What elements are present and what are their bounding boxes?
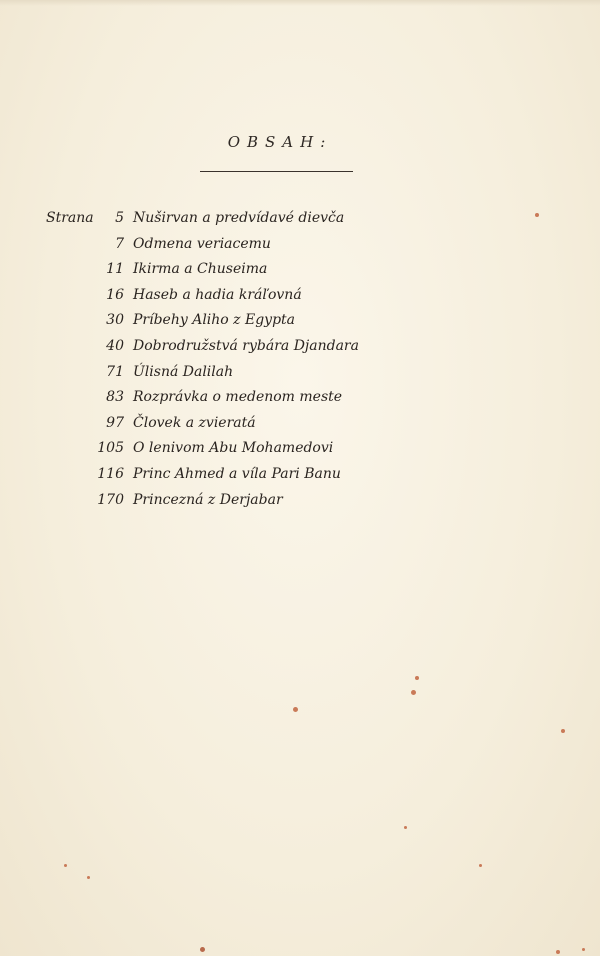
toc-page-number: 7 <box>115 235 124 252</box>
toc-chapter-title: Úlisná Dalilah <box>133 363 234 380</box>
paper-speck <box>64 864 67 867</box>
toc-page-number: 170 <box>97 491 124 508</box>
toc-page-number: 30 <box>106 312 124 329</box>
toc-entry <box>0 360 600 386</box>
toc-chapter-title: Odmena veriacemu <box>133 235 271 252</box>
toc-chapter-title: O lenivom Abu Mohamedovi <box>133 440 334 457</box>
contents-heading: OBSAH: <box>227 133 333 151</box>
toc-entry <box>0 308 600 334</box>
toc-entry <box>0 488 600 514</box>
paper-speck <box>561 729 565 733</box>
toc-chapter-title: Dobrodružstvá rybára Djandara <box>133 337 359 354</box>
strana-label: Strana <box>46 210 94 226</box>
toc-chapter-title: Haseb a hadia kráľovná <box>133 286 302 303</box>
toc-page-number: 16 <box>106 286 124 303</box>
toc-entry <box>0 411 600 437</box>
heading-divider <box>200 171 353 172</box>
toc-page-number: 83 <box>106 389 124 406</box>
paper-speck <box>415 676 419 680</box>
toc-page-number: 97 <box>106 414 124 431</box>
toc-entry <box>0 257 600 283</box>
toc-entry <box>0 232 600 258</box>
toc-entry <box>0 283 600 309</box>
paper-speck <box>411 690 416 695</box>
toc-chapter-title: Nuširvan a predvídavé dievča <box>133 210 345 226</box>
toc-chapter-title: Človek a zvieratá <box>133 414 256 431</box>
toc-page-number: 116 <box>97 465 124 482</box>
toc-chapter-title: Princezná z Derjabar <box>133 491 283 508</box>
paper-speck <box>200 947 205 952</box>
toc-chapter-title: Rozprávka o medenom meste <box>133 389 343 406</box>
toc-chapter-title: Príbehy Aliho z Egypta <box>133 312 296 329</box>
toc-page-number: 71 <box>106 363 124 380</box>
paper-speck <box>535 213 539 217</box>
toc-entry <box>0 334 600 360</box>
toc-page-number: 5 <box>115 210 124 226</box>
paper-speck <box>87 876 90 879</box>
toc-page-number: 11 <box>106 261 124 278</box>
paper-speck <box>404 826 407 829</box>
toc-page-number: 40 <box>106 337 124 354</box>
toc-entry <box>0 436 600 462</box>
toc-chapter-title: Ikirma a Chuseima <box>133 261 268 278</box>
paper-speck <box>479 864 482 867</box>
toc-entry <box>0 206 600 232</box>
table-of-contents <box>0 206 600 513</box>
toc-entry <box>0 385 600 411</box>
paper-speck <box>582 948 585 951</box>
toc-chapter-title: Princ Ahmed a víla Pari Banu <box>133 465 341 482</box>
paper-speck <box>293 707 298 712</box>
paper-speck <box>556 950 560 954</box>
page-edge-shadow <box>0 0 600 6</box>
toc-entry <box>0 462 600 488</box>
toc-page-number: 105 <box>97 440 124 457</box>
